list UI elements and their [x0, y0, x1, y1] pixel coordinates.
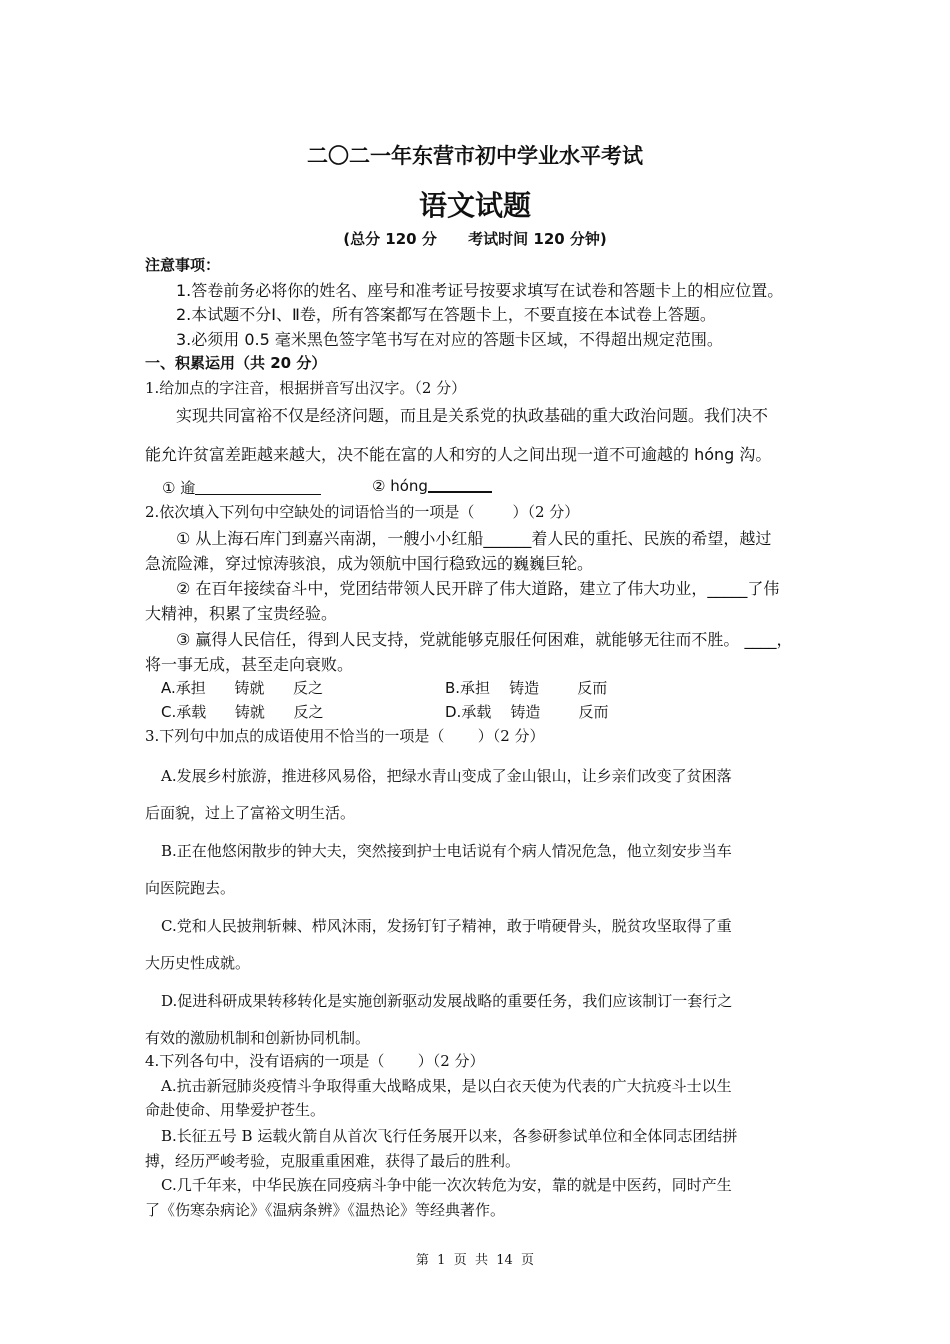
q1-blank-2-line[interactable] [428, 477, 492, 493]
q4-option-c-line-2[interactable]: 了《伤寒杂病论》《温病条辨》《温热论》等经典著作。 [145, 1201, 506, 1219]
q1-blank-2-label: ② hóng [372, 477, 428, 495]
q2-sentence-3-line-2: 将一事无成，甚至走向衰败。 [145, 655, 354, 674]
note-item-2: 2.本试题不分Ⅰ、Ⅱ卷，所有答案都写在答题卡上，不要直接在本试卷上答题。 [176, 305, 716, 324]
q2-sentence-3-line-1: ③ 赢得人民信任，得到人民支持，党就能够克服任何困难，就能够无往而不胜。 ____， [176, 630, 793, 649]
q3-option-a-line-1[interactable]: A.发展乡村旅游，推进移风易俗，把绿水青山变成了金山银山，让乡亲们改变了贫困落 [161, 767, 732, 785]
q2-option-b[interactable]: B.承担 铸造 反而 [445, 679, 608, 697]
q2-option-a[interactable]: A.承担 铸就 反之 [161, 679, 323, 697]
exam-title: 二〇二一年东营市初中学业水平考试 [307, 144, 643, 168]
q1-passage-line-1: 实现共同富裕不仅是经济问题，而且是关系党的执政基础的重大政治问题。我们决不 [176, 406, 769, 425]
note-item-3: 3.必须用 0.5 毫米黑色签字笔书写在对应的答题卡区域，不得超出规定范围。 [176, 330, 723, 349]
q2-option-c[interactable]: C.承载 铸就 反之 [161, 703, 324, 721]
q4-option-c-line-1[interactable]: C.几千年来，中华民族在同疫病斗争中能一次次转危为安，靠的就是中医药，同时产生 [161, 1176, 732, 1194]
q4-option-b-line-1[interactable]: B.长征五号 B 运载火箭自从首次飞行任务展开以来，各参研参试单位和全体同志团结拼 [161, 1127, 738, 1145]
q3-option-a-line-2[interactable]: 后面貌，过上了富裕文明生活。 [145, 804, 356, 822]
section-1-heading: 一、积累运用（共 20 分） [145, 354, 327, 372]
notes-heading: 注意事项： [145, 256, 221, 274]
q2-sentence-1-line-2: 急流险滩，穿过惊涛骇浪，成为领航中国行稳致远的巍巍巨轮。 [145, 554, 594, 573]
subject-title: 语文试题 [418, 189, 531, 222]
q1-blank-1-label: ① 逾 [162, 479, 196, 497]
q2-stem: 2.依次填入下列句中空缺处的词语恰当的一项是（ ）（2 分） [145, 503, 580, 521]
q3-option-c-line-1[interactable]: C.党和人民披荆斩棘、栉风沐雨，发扬钉钉子精神，敢于啃硬骨头，脱贫攻坚取得了重 [161, 917, 732, 935]
page-number: 第 1 页 共 14 页 [415, 1253, 535, 1268]
q1-stem: 1.给加点的字注音，根据拼音写出汉字。（2 分） [145, 379, 467, 397]
q4-option-b-line-2[interactable]: 搏，经历严峻考验，克服重重困难，获得了最后的胜利。 [145, 1152, 521, 1170]
score-time-line: (总分 120 分 考试时间 120 分钟) [343, 230, 607, 248]
q1-blank-1 [162, 477, 321, 498]
q2-option-d[interactable]: D.承载 铸造 反而 [445, 703, 609, 721]
q3-stem: 3.下列句中加点的成语使用不恰当的一项是（ ）（2 分） [145, 727, 545, 745]
q3-option-c-line-2[interactable]: 大历史性成就。 [145, 954, 251, 972]
q4-option-a-line-1[interactable]: A.抗击新冠肺炎疫情斗争取得重大战略成果，是以白衣天使为代表的广大抗疫斗士以生 [161, 1077, 732, 1095]
q2-sentence-2-line-1: ② 在百年接续奋斗中，党团结带领人民开辟了伟大道路，建立了伟大功业，_____了伟 [176, 579, 780, 598]
q4-stem: 4.下列各句中，没有语病的一项是（ ）（2 分） [145, 1052, 485, 1070]
q1-passage-line-2: 能允许贫富差距越来越大，决不能在富的人和穷的人之间出现一道不可逾越的 hóng 沟。 [145, 445, 772, 464]
q1-blank-1-line[interactable] [195, 480, 321, 495]
q4-option-a-line-2[interactable]: 命赴使命、用挚爱护苍生。 [145, 1101, 326, 1119]
q3-option-b-line-1[interactable]: B.正在他悠闲散步的钟大夫，突然接到护士电话说有个病人情况危急，他立刻安步当车 [161, 842, 732, 860]
q2-sentence-1-line-1: ① 从上海石库门到嘉兴南湖，一艘小小红船______着人民的重托、民族的希望，越过 [176, 529, 772, 548]
q2-sentence-2-line-2: 大精神，积累了宝贵经验。 [145, 604, 338, 623]
q3-option-d-line-2[interactable]: 有效的激励机制和创新协同机制。 [145, 1029, 371, 1047]
q1-blank-2 [372, 477, 492, 495]
q3-option-b-line-2[interactable]: 向医院跑去。 [145, 879, 236, 897]
q3-option-d-line-1[interactable]: D.促进科研成果转移转化是实施创新驱动发展战略的重要任务，我们应该制订一套行之 [161, 992, 733, 1010]
note-item-1: 1.答卷前务必将你的姓名、座号和准考证号按要求填写在试卷和答题卡上的相应位置。 [176, 281, 784, 300]
